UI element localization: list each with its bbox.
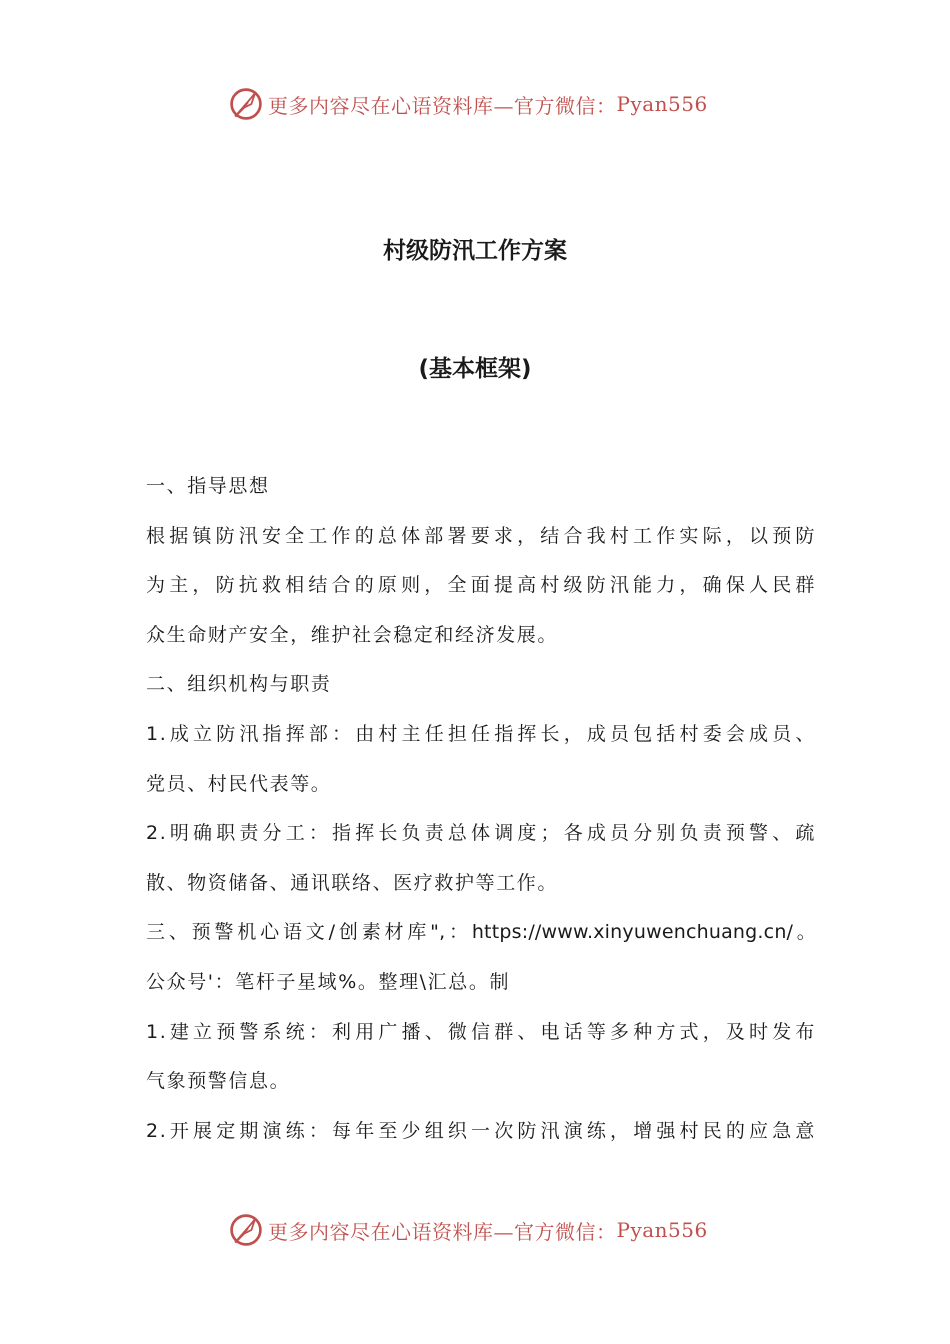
section-heading: 三、预警机心语文/创素材库",：https://www.xinyuwenchuang.cn/。 — [146, 921, 816, 944]
watermark-text: 更多内容尽在心语资料库—官方微信： — [268, 1219, 617, 1244]
section-heading: 二、组织机构与职责 — [146, 673, 332, 696]
quill-logo-icon — [228, 86, 264, 122]
paragraph-line: 气象预警信息。 — [146, 1070, 291, 1093]
paragraph-line: 2.开展定期演练：每年至少组织一次防汛演练，增强村民的应急意 — [146, 1119, 816, 1142]
watermark-wechat-id: Pyan556 — [616, 1218, 708, 1242]
watermark-wechat-id: Pyan556 — [616, 92, 708, 116]
watermark-text: 更多内容尽在心语资料库—官方微信： — [268, 93, 617, 118]
paragraph-line: 为主，防抗救相结合的原则，全面提高村级防汛能力，确保人民群 — [146, 574, 816, 597]
paragraph-line: 2.明确职责分工：指挥长负责总体调度；各成员分别负责预警、疏 — [146, 822, 816, 845]
watermark-footer — [0, 1208, 950, 1252]
document-subtitle: (基本框架) — [418, 356, 532, 382]
paragraph-line: 1.成立防汛指挥部：由村主任担任指挥长，成员包括村委会成员、 — [146, 722, 816, 745]
paragraph-line: 散、物资储备、通讯联络、医疗救护等工作。 — [146, 871, 559, 894]
paragraph-line: 公众号'：笔杆子星域%。整理\汇总。制 — [146, 970, 511, 993]
document-body — [146, 462, 816, 1156]
paragraph-line: 党员、村民代表等。 — [146, 772, 332, 795]
quill-logo-icon — [228, 1212, 264, 1248]
document-title: 村级防汛工作方案 — [383, 238, 567, 264]
paragraph-line: 根据镇防汛安全工作的总体部署要求，结合我村工作实际，以预防 — [146, 524, 816, 547]
watermark-header — [0, 82, 950, 126]
paragraph-line: 1.建立预警系统：利用广播、微信群、电话等多种方式，及时发布 — [146, 1020, 816, 1043]
section-heading: 一、指导思想 — [146, 475, 270, 497]
paragraph-line: 众生命财产安全，维护社会稳定和经济发展。 — [146, 623, 559, 646]
